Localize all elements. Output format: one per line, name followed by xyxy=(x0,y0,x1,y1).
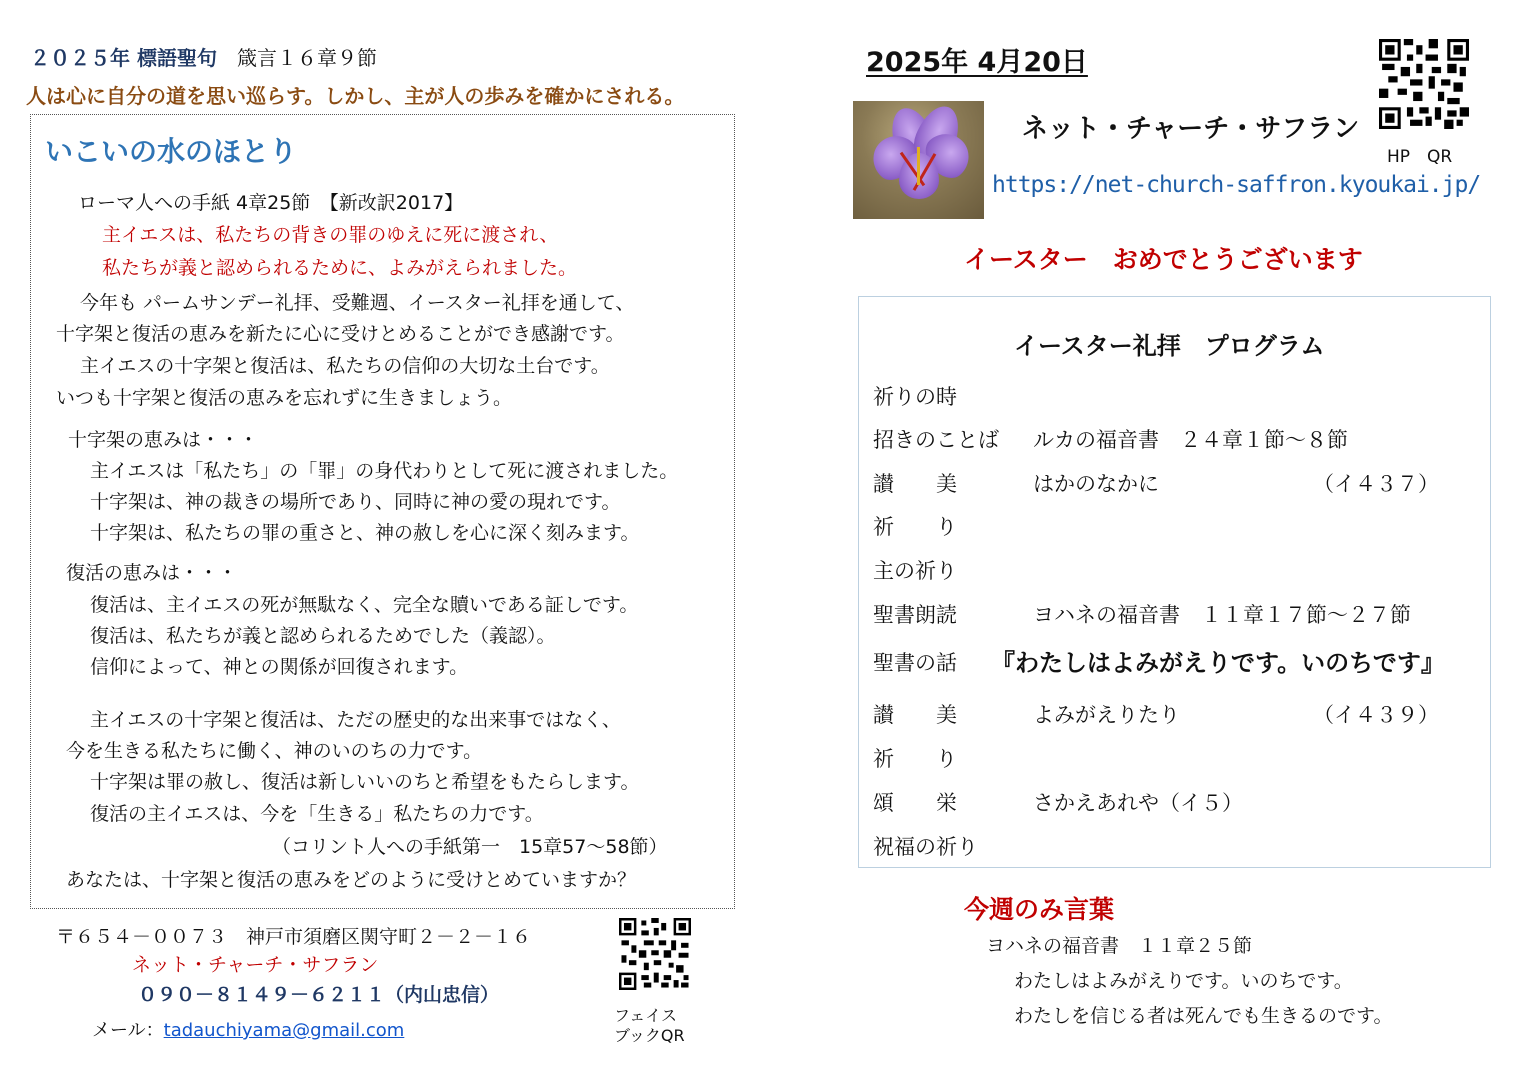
resurrection-line-3: 信仰によって、神との関係が回復されます。 xyxy=(90,656,469,678)
program-row-content: ヨハネの福音書 １１章１７節～２７節 xyxy=(1033,603,1411,627)
program-row-label: 頌 栄 xyxy=(873,791,957,815)
fb-qr-label-line-2: ブックQR xyxy=(614,1026,685,1045)
program-row-label: 讃 美 xyxy=(873,472,957,496)
program-row-label: 聖書朗読 xyxy=(873,603,957,627)
facebook-qr-label xyxy=(614,1006,685,1046)
homepage-url-link[interactable]: https://net-church-saffron.kyoukai.jp/ xyxy=(992,172,1481,198)
weekly-word-line-2: わたしを信じる者は死んでも生きるのです。 xyxy=(1014,1005,1393,1027)
program-row-label: 祈 り xyxy=(873,747,957,771)
citation: （コリント人への手紙第一 15章57～58節） xyxy=(272,836,668,858)
address: 〒６５４－００７３ 神戸市須磨区関守町２－２－１６ xyxy=(56,926,532,948)
program-row xyxy=(873,787,1243,817)
program-row-hymn-number: （イ４３９） xyxy=(1313,703,1439,727)
program-row-content: ルカの福音書 ２４章１節～８節 xyxy=(1033,428,1348,452)
program-row-content: はかのなかに xyxy=(1033,472,1159,496)
program-row-label: 主の祈り xyxy=(873,559,957,583)
para2-line-2: 今を生きる私たちに働く、神のいのちの力です。 xyxy=(66,740,483,762)
date-heading: 2025年 4月20日 xyxy=(866,47,1088,78)
scripture-line-1: 主イエスは、私たちの背きの罪のゆえに死に渡され、 xyxy=(102,224,559,246)
program-row xyxy=(873,647,1445,677)
motto-heading: ２０２５年 標語聖句 箴言１６章９節 xyxy=(30,46,377,70)
header-church-name: ネット・チャーチ・サフラン xyxy=(1022,114,1360,144)
scripture-ref: ローマ人への手紙 4章25節 【新改訳2017】 xyxy=(78,192,464,214)
program-row-content: よみがえりたり xyxy=(1033,703,1180,727)
weekly-word-ref: ヨハネの福音書 １１章２５節 xyxy=(986,935,1253,957)
program-row xyxy=(873,555,957,585)
mail-label: メール： xyxy=(92,1020,164,1041)
cross-line-2: 十字架は、神の裁きの場所であり、同時に神の愛の現れです。 xyxy=(90,491,621,513)
scripture-line-2: 私たちが義と認められるために、よみがえられました。 xyxy=(102,257,578,279)
motto-verse: 人は心に自分の道を思い巡らす。しかし、主が人の歩みを確かにされる。 xyxy=(26,84,685,108)
program-row xyxy=(873,511,957,541)
para2-line-3: 十字架は罪の赦し、復活は新しいいのちと希望をもたらします。 xyxy=(90,771,640,793)
program-row-label: 讃 美 xyxy=(873,703,957,727)
para1-line-1: 今年も パームサンデー礼拝、受難週、イースター礼拝を通して、 xyxy=(80,292,635,314)
easter-greeting: イースター おめでとうございます xyxy=(964,245,1363,274)
program-row-label: 招きのことば xyxy=(873,428,999,452)
resurrection-heading: 復活の恵みは・・・ xyxy=(66,562,238,584)
program-row xyxy=(873,468,1439,498)
para2-line-4: 復活の主イエスは、今を「生きる」私たちの力です。 xyxy=(90,803,544,825)
mail-row xyxy=(92,1016,404,1042)
para2-line-1: 主イエスの十字架と復活は、ただの歴史的な出来事ではなく、 xyxy=(90,709,621,731)
cross-line-3: 十字架は、私たちの罪の重さと、神の赦しを心に深く刻みます。 xyxy=(90,522,640,544)
program-row-label: 祈 り xyxy=(873,515,957,539)
program-row xyxy=(873,381,957,411)
program-title: イースター礼拝 プログラム xyxy=(1014,332,1325,360)
phone: ０９０－８１４９－６２１１（内山忠信） xyxy=(138,984,500,1006)
cross-heading: 十字架の恵みは・・・ xyxy=(68,429,259,451)
program-row xyxy=(873,743,957,773)
para1-line-2: 十字架と復活の恵みを新たに心に受けとめることができ感謝です。 xyxy=(56,323,625,345)
program-row-hymn-number: （イ４３７） xyxy=(1313,472,1439,496)
program-row xyxy=(873,599,1411,629)
question: あなたは、十字架と復活の恵みをどのように受けとめていますか？ xyxy=(66,869,637,891)
weekly-word-line-1: わたしはよみがえりです。いのちです。 xyxy=(1014,970,1353,992)
program-row-label: 祝福の祈り xyxy=(873,835,978,859)
para1-line-4: いつも十字架と復活の恵みを忘れずに生きましょう。 xyxy=(56,387,513,409)
program-row xyxy=(873,699,1439,729)
program-row-content: さかえあれや（イ５） xyxy=(1033,791,1243,815)
para1-line-3: 主イエスの十字架と復活は、私たちの信仰の大切な土台です。 xyxy=(80,355,610,377)
mail-link[interactable]: tadauchiyama@gmail.com xyxy=(163,1020,405,1041)
cross-line-1: 主イエスは「私たち」の「罪」の身代わりとして死に渡されました。 xyxy=(90,460,679,482)
resurrection-line-2: 復活は、私たちが義と認められるためでした（義認）。 xyxy=(90,625,556,647)
homepage-qr-label: HP QR xyxy=(1387,147,1453,167)
homepage-qr-icon xyxy=(1379,39,1469,129)
fb-qr-label-line-1: フェイス xyxy=(614,1006,678,1025)
footer-church-name: ネット・チャーチ・サフラン xyxy=(132,954,379,976)
facebook-qr-icon xyxy=(619,918,691,990)
program-row xyxy=(873,424,1348,454)
weekly-word-title: 今週のみ言葉 xyxy=(964,895,1115,924)
ikoi-title: いこいの水のほとり xyxy=(45,135,298,168)
program-row-label: 祈りの時 xyxy=(873,385,957,409)
program-row-content: 『わたしはよみがえりです。いのちです』 xyxy=(991,649,1445,677)
program-row-label: 聖書の話 xyxy=(873,651,957,675)
resurrection-line-1: 復活は、主イエスの死が無駄なく、完全な贖いである証しです。 xyxy=(90,594,639,616)
saffron-flower-image xyxy=(853,101,984,219)
program-row xyxy=(873,831,978,861)
